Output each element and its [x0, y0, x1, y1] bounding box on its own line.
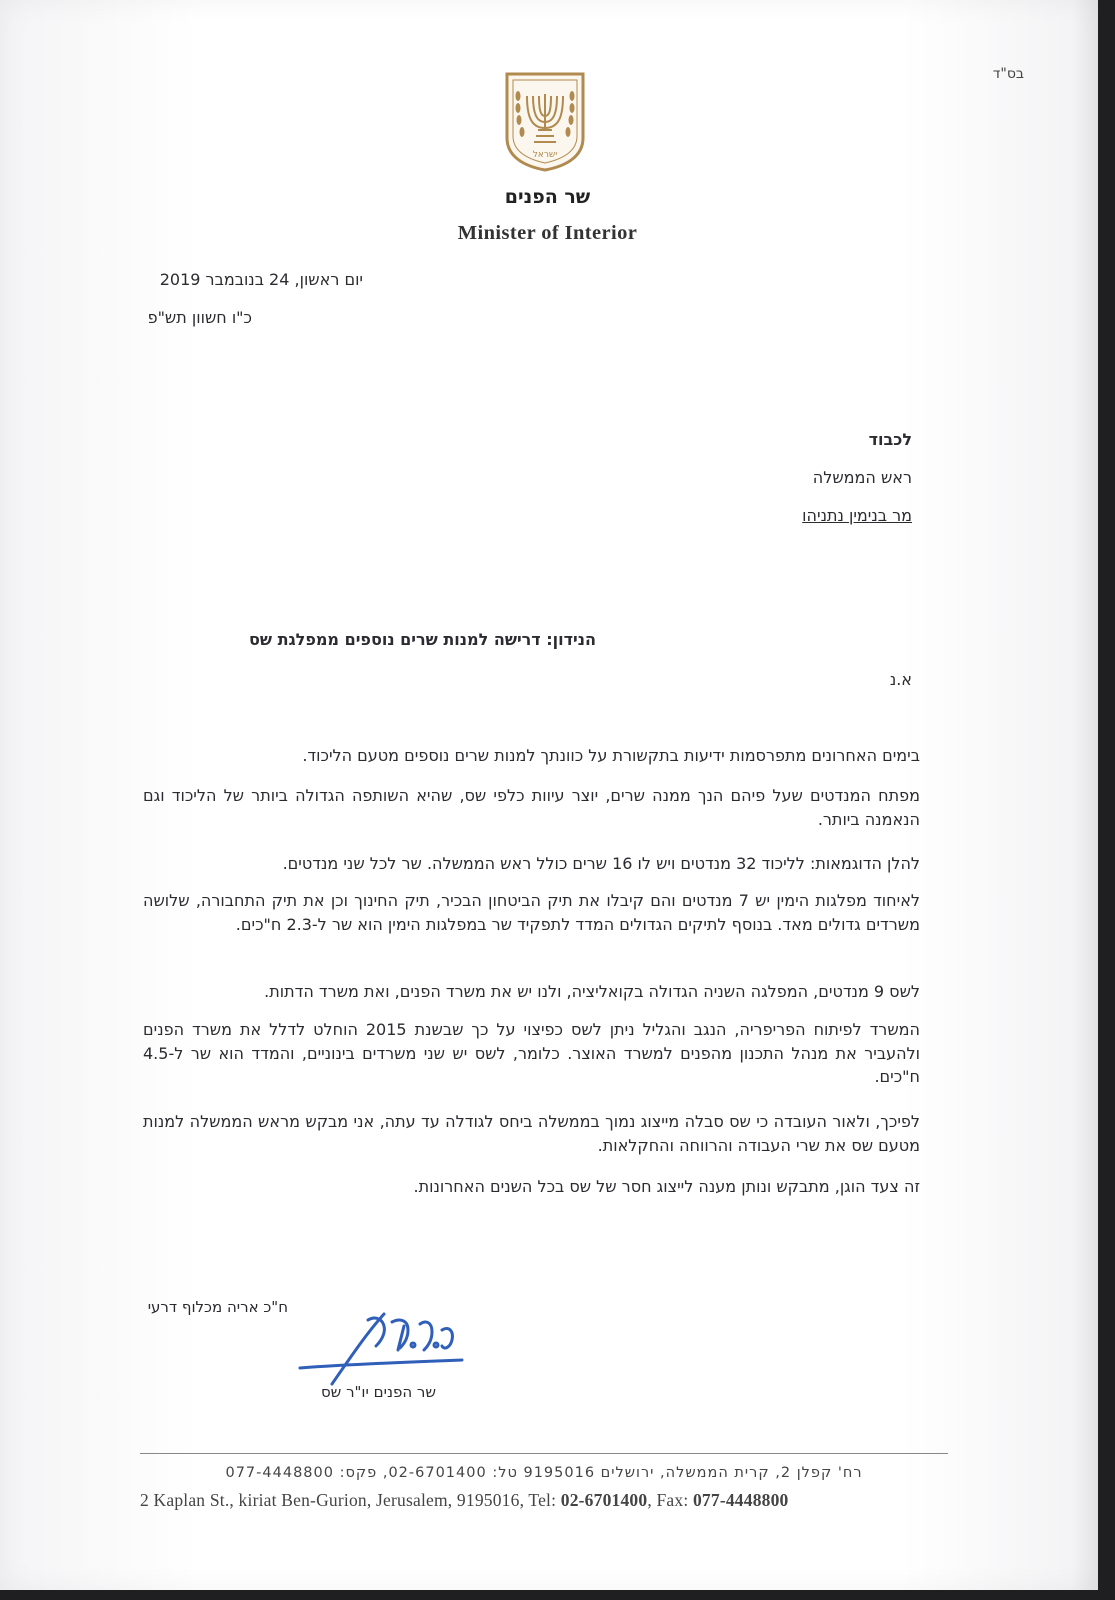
signatory-name: ח"כ אריה מכלוף דרעי: [147, 1298, 288, 1316]
footer-address-text: 2 Kaplan St., kiriat Ben-Gurion, Jerusalem, 9195016, Tel:: [140, 1490, 561, 1510]
ministry-title-english: Minister of Interior: [457, 222, 638, 244]
body-paragraph: בימים האחרונים מתפרסמות ידיעות בתקשורת על כוונתך למנות שרים נוספים מטעם הליכוד.: [302, 746, 920, 765]
footer-fax-label: , Fax:: [647, 1490, 693, 1510]
body-paragraph: זה צעד הוגן, מתבקש ונותן מענה לייצוג חסר של שס בכל השנים האחרונות.: [413, 1177, 920, 1196]
footer-phone: 02-6701400: [560, 1490, 648, 1510]
greeting: א.נ: [889, 670, 912, 689]
gregorian-date: יום ראשון, 24 בנובמבר 2019: [159, 270, 363, 289]
handwritten-signature: [292, 1306, 472, 1388]
recipient-role: ראש הממשלה: [812, 468, 912, 487]
state-emblem-icon: [501, 70, 589, 174]
footer-address-hebrew: רח' קפלן 2, קרית הממשלה, ירושלים 9195016 טל: 02-6701400, פקס: 077-4448800: [225, 1465, 863, 1481]
emblem-caption: ישראל: [532, 150, 558, 160]
body-paragraph: לשס 9 מנדטים, המפלגה השניה הגדולה בקואליציה, ולנו יש את משרד הפנים, ואת משרד הדתות.: [264, 982, 920, 1001]
page-shadow: [1072, 0, 1098, 1590]
recipient-name: מר בנימין נתניהו: [802, 506, 912, 525]
footer-fax: 077-4448800: [692, 1490, 789, 1510]
body-paragraph: להלן הדוגמאות: לליכוד 32 מנדטים ויש לו 16 שרים כולל ראש הממשלה. שר לכל שני מנדטים.: [282, 854, 920, 873]
body-paragraph: המשרד לפיתוח הפריפריה, הנגב והגליל ניתן לשס כפיצוי על כך שבשנת 2015 הוחלט לדלל את משרד הפנים ולהעביר את מנהל התכנון מהפנים למשרד האוצר. כלומר, לשס יש שני משרדים בינוניים, והמדד הוא שר ל-4.5 ח"כים.: [143, 1020, 920, 1086]
hebrew-date: כ"ו חשוון תש"פ: [147, 308, 252, 327]
body-paragraph: לפיכך, ולאור העובדה כי שס סבלה מייצוג נמוך בממשלה ביחס לגודלה עד עתה, אני מבקש מראש הממשלה למנות מטעם שס את שרי העבודה והרווחה והחקלאות.: [143, 1112, 920, 1155]
signatory-role: שר הפנים יו"ר שס: [320, 1383, 436, 1401]
recipient-label: לכבוד: [868, 430, 912, 449]
footer-divider: [140, 1453, 948, 1454]
ministry-title-hebrew: שר הפנים: [504, 186, 591, 208]
letter-subject: הנידון: דרישה למנות שרים נוספים ממפלגת שס: [248, 630, 597, 649]
body-paragraph: לאיחוד מפלגות הימין יש 7 מנדטים והם קיבלו את תיק הביטחון הבכיר, תיק החינוך וכן את תיק התחבורה, שלושה משרדים גדולים מאד. בנוסף לתיקים הגדולים המדד לתפקיד שר במפלגות הימין הוא שר ל-2.3 ח"כים.: [143, 891, 920, 934]
bsd-mark: בס"ד: [992, 66, 1024, 82]
body-paragraph: מפתח המנדטים שעל פיהם הנך ממנה שרים, יוצר עיוות כלפי שס, שהיא השותפה הגדולה ביותר של הליכוד וגם הנאמנה ביותר.: [143, 786, 920, 829]
footer-address-english: [140, 1490, 948, 1511]
